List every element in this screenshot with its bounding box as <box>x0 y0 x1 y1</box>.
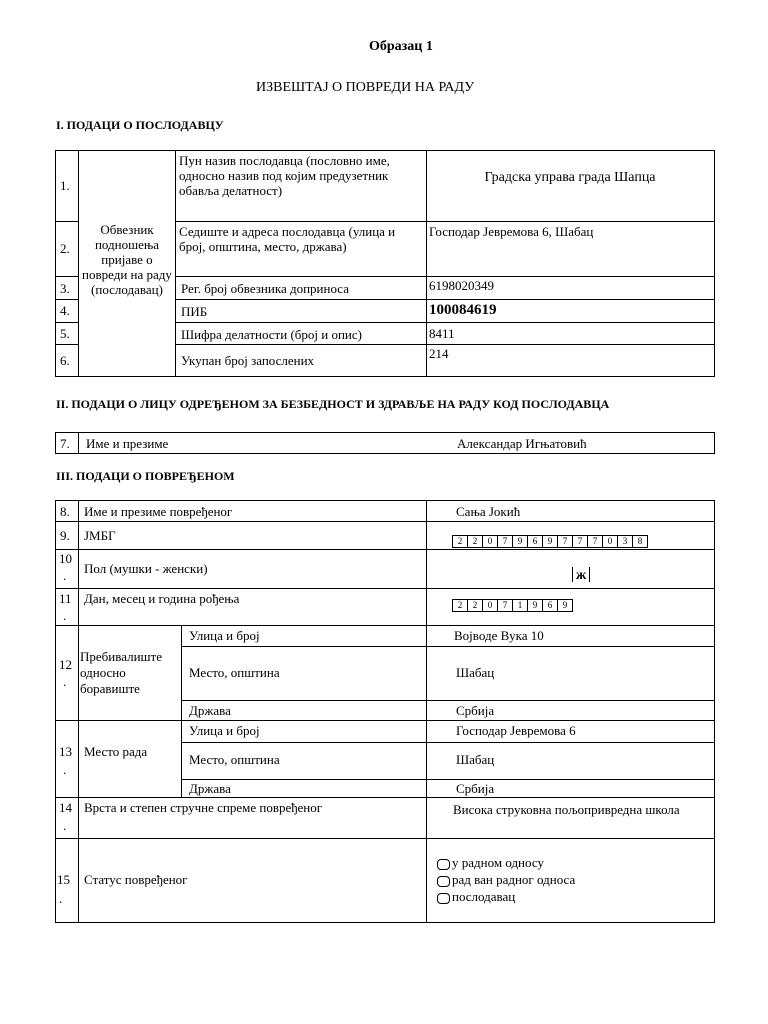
birth-date-digit: 0 <box>483 600 498 611</box>
jmbg-digit: 6 <box>528 536 543 547</box>
jmbg-digit: 2 <box>453 536 468 547</box>
row-9-number: 9. <box>60 528 70 543</box>
employee-count-value: 214 <box>429 346 449 361</box>
workplace-street-label: Улица и број <box>189 723 260 738</box>
birth-date-label: Дан, месец и година рођења <box>84 591 240 606</box>
injured-name-value: Сања Јокић <box>456 504 521 519</box>
residence-street-label: Улица и број <box>189 628 260 643</box>
form-label: Образац 1 <box>369 39 433 54</box>
workplace-place-value: Шабац <box>456 752 495 767</box>
jmbg-label: ЈМБГ <box>84 528 116 543</box>
registration-number-value: 6198020349 <box>429 278 494 293</box>
status-option-label: рад ван радног односа <box>452 872 576 887</box>
report-title: ИЗВЕШТАЈ О ПОВРЕДИ НА РАДУ <box>256 80 475 95</box>
section-3-title: III. ПОДАЦИ О ПОВРЕЂЕНОМ <box>56 469 235 483</box>
safety-officer-label: Име и презиме <box>86 436 169 451</box>
activity-code-label: Шифра делатности (број и опис) <box>181 327 362 342</box>
row-15-dot: . <box>59 891 63 906</box>
status-label: Статус повређеног <box>84 872 188 887</box>
row-10-dot: . <box>63 568 67 583</box>
row-15-number: 15 <box>57 872 70 887</box>
status-option-label: у радном односу <box>452 855 544 870</box>
jmbg-digit: 2 <box>468 536 483 547</box>
jmbg-digits <box>452 535 648 548</box>
row-8-number: 8. <box>60 504 70 519</box>
workplace-label: Место рада <box>84 744 148 759</box>
jmbg-digit: 9 <box>543 536 558 547</box>
status-option-employer[interactable] <box>437 889 515 904</box>
gender-value: ж <box>576 568 587 583</box>
birth-date-digits <box>452 599 573 612</box>
jmbg-digit: 7 <box>498 536 513 547</box>
birth-date-digit: 9 <box>558 600 573 611</box>
employee-count-label: Укупан број запослених <box>181 353 315 368</box>
employer-address-label: Седиште и адреса послодавца (улица и број, општина, место, држава) <box>179 224 396 254</box>
row-11-number: 11 <box>59 591 72 606</box>
status-option-label: послодавац <box>452 889 516 904</box>
row-13-number: 13 <box>59 744 72 759</box>
employer-name-value: Градска управа града Шапца <box>484 170 656 185</box>
status-option-employed[interactable] <box>437 855 544 870</box>
jmbg-digit: 8 <box>633 536 648 547</box>
gender-label: Пол (мушки - женски) <box>84 561 208 576</box>
jmbg-digit: 9 <box>513 536 528 547</box>
jmbg-digit: 0 <box>483 536 498 547</box>
jmbg-digit: 3 <box>618 536 633 547</box>
birth-date-digit: 2 <box>453 600 468 611</box>
jmbg-digit: 0 <box>603 536 618 547</box>
section-1-title: I. ПОДАЦИ О ПОСЛОДАВЦУ <box>56 118 224 132</box>
employer-group-label: Обвезник подношења пријаве о повреди на раду (послодавац) <box>82 222 172 297</box>
employer-address-value: Господар Јевремова 6, Шабац <box>429 224 594 239</box>
workplace-street-value: Господар Јевремова 6 <box>456 723 576 738</box>
birth-date-digit: 1 <box>513 600 528 611</box>
education-value: Висока струковна пољопривредна школа <box>453 802 680 817</box>
row-14-number: 14 <box>59 800 72 815</box>
birth-date-digit: 6 <box>543 600 558 611</box>
row-5-number: 5. <box>60 326 70 341</box>
residence-country-label: Држава <box>189 703 231 718</box>
safety-officer-value: Александар Игњатовић <box>457 436 587 451</box>
employer-name-label: Пун назив послодавца (пословно име, односно назив под којим предузетник обавља делатност) <box>179 153 390 198</box>
pib-label: ПИБ <box>181 304 208 319</box>
section-2-title: II. ПОДАЦИ О ЛИЦУ ОДРЕЂЕНОМ ЗА БЕЗБЕДНОСТ И ЗДРАВЉЕ НА РАДУ КОД ПОСЛОДАВЦА <box>56 397 610 411</box>
row-12-number: 12 <box>59 657 72 672</box>
residence-street-value: Војводе Вука 10 <box>454 628 544 643</box>
education-label: Врста и степен стручне спреме повређеног <box>84 800 323 815</box>
jmbg-digit: 7 <box>588 536 603 547</box>
row-12-dot: . <box>63 674 67 689</box>
row-6-number: 6. <box>60 353 70 368</box>
row-14-dot: . <box>63 818 67 833</box>
row-10-number: 10 <box>59 551 72 566</box>
gender-value-box <box>572 567 590 582</box>
residence-label: Пребивалиште односно боравиште <box>80 649 162 696</box>
row-7-number: 7. <box>60 436 70 451</box>
birth-date-digit: 7 <box>498 600 513 611</box>
activity-code-value: 8411 <box>429 326 455 341</box>
residence-place-label: Место, општина <box>189 665 280 680</box>
row-2-number: 2. <box>60 241 70 256</box>
jmbg-digit: 7 <box>573 536 588 547</box>
workplace-country-label: Држава <box>189 781 231 796</box>
registration-number-label: Рег. број обвезника доприноса <box>181 281 349 296</box>
row-1-number: 1. <box>60 178 70 193</box>
birth-date-digit: 2 <box>468 600 483 611</box>
injured-name-label: Име и презиме повређеног <box>84 504 233 519</box>
residence-place-value: Шабац <box>456 665 495 680</box>
checkbox-icon[interactable] <box>437 876 450 887</box>
checkbox-icon[interactable] <box>437 893 450 904</box>
row-4-number: 4. <box>60 303 70 318</box>
jmbg-digit: 7 <box>558 536 573 547</box>
birth-date-digit: 9 <box>528 600 543 611</box>
status-option-non-employment[interactable] <box>437 872 575 887</box>
workplace-country-value: Србија <box>456 781 495 796</box>
workplace-place-label: Место, општина <box>189 752 280 767</box>
pib-value: 100084619 <box>429 302 497 318</box>
row-13-dot: . <box>63 762 67 777</box>
residence-country-value: Србија <box>456 703 495 718</box>
checkbox-icon[interactable] <box>437 859 450 870</box>
row-3-number: 3. <box>60 281 70 296</box>
row-11-dot: . <box>63 608 67 623</box>
